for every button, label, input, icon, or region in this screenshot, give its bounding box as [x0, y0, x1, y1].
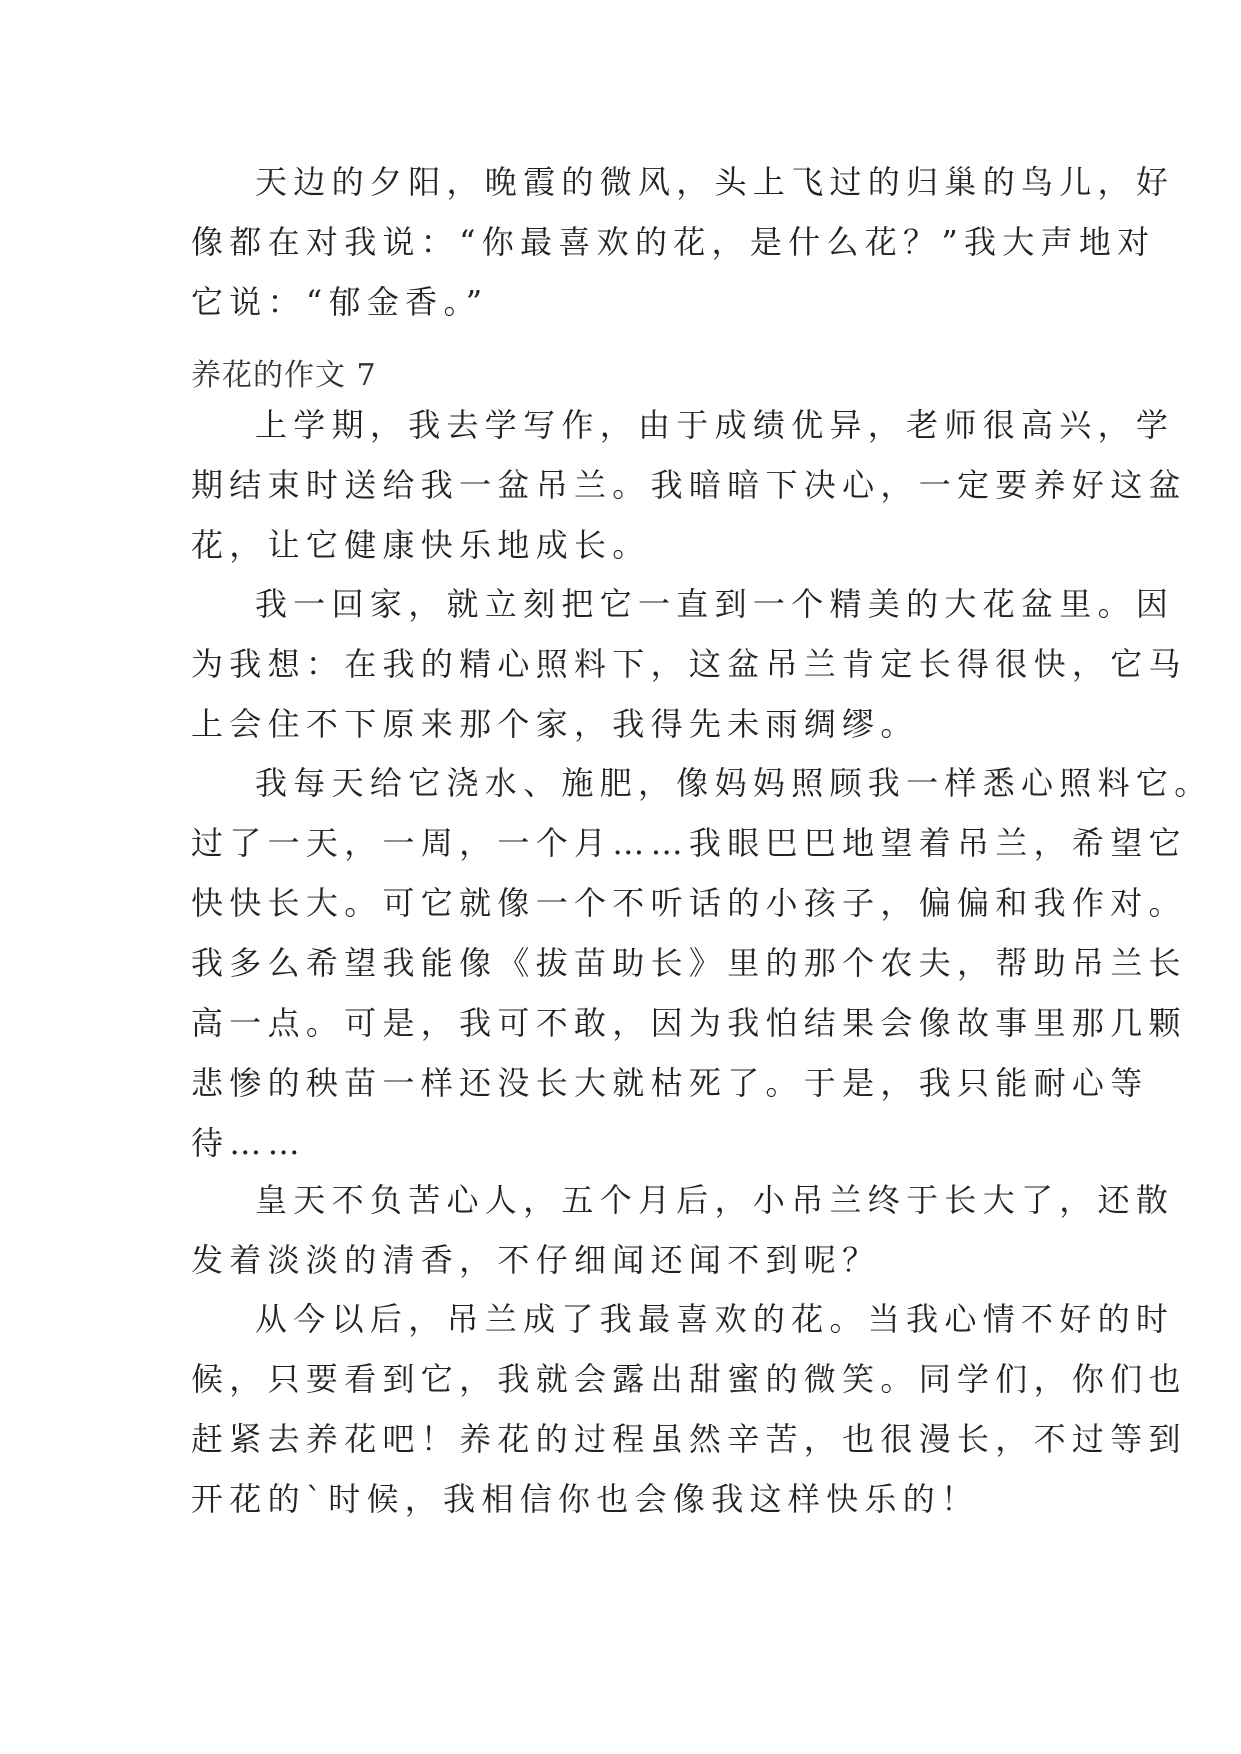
text-line: 赶紧去养花吧！养花的过程虽然辛苦，也很漫长，不过等到 — [191, 1420, 1187, 1458]
text-line: 过了一天，一周，一个月……我眼巴巴地望着吊兰，希望它 — [191, 824, 1187, 862]
text-line: 高一点。可是，我可不敢，因为我怕结果会像故事里那几颗 — [191, 1004, 1187, 1042]
text-line: 上会住不下原来那个家，我得先未雨绸缪。 — [191, 705, 919, 743]
text-line: 快快长大。可它就像一个不听话的小孩子，偏偏和我作对。 — [191, 884, 1187, 922]
text-line: 为我想：在我的精心照料下，这盆吊兰肯定长得很快，它马 — [191, 645, 1187, 683]
text-line: 我多么希望我能像《拔苗助长》里的那个农夫，帮助吊兰长 — [191, 944, 1187, 982]
intro-paragraph — [191, 152, 1175, 332]
body-paragraph-2 — [191, 574, 1187, 754]
text-line: 待…… — [191, 1124, 306, 1162]
text-line: 皇天不负苦心人，五个月后，小吊兰终于长大了，还散 — [255, 1181, 1175, 1219]
text-line: 像都在对我说：“你最喜欢的花，是什么花？”我大声地对 — [191, 223, 1156, 261]
text-line: 花，让它健康快乐地成长。 — [191, 526, 651, 564]
text-line: 从今以后，吊兰成了我最喜欢的花。当我心情不好的时 — [255, 1300, 1175, 1338]
text-line: 发着淡淡的清香，不仔细闻还闻不到呢？ — [191, 1241, 881, 1279]
text-line: 它说：“郁金香。” — [191, 283, 489, 321]
text-line: 候，只要看到它，我就会露出甜蜜的微笑。同学们，你们也 — [191, 1360, 1187, 1398]
body-paragraph-1 — [191, 395, 1187, 575]
text-line: 上学期，我去学写作，由于成绩优异，老师很高兴，学 — [255, 406, 1175, 444]
text-line: 悲惨的秧苗一样还没长大就枯死了。于是，我只能耐心等 — [191, 1064, 1149, 1102]
text-line: 我一回家，就立刻把它一直到一个精美的大花盆里。因 — [255, 585, 1175, 623]
body-paragraph-4 — [191, 1170, 1175, 1290]
section-title: 养花的作文 7 — [191, 358, 377, 393]
body-paragraph-5 — [191, 1289, 1187, 1529]
text-line: 我每天给它浇水、施肥，像妈妈照顾我一样悉心照料它。 — [255, 764, 1213, 802]
body-paragraph-3 — [191, 753, 1213, 1173]
text-line: 天边的夕阳，晚霞的微风，头上飞过的归巢的鸟儿，好 — [255, 163, 1175, 201]
text-line: 期结束时送给我一盆吊兰。我暗暗下决心，一定要养好这盆 — [191, 466, 1187, 504]
text-line: 开花的`时候，我相信你也会像我这样快乐的！ — [191, 1480, 980, 1518]
